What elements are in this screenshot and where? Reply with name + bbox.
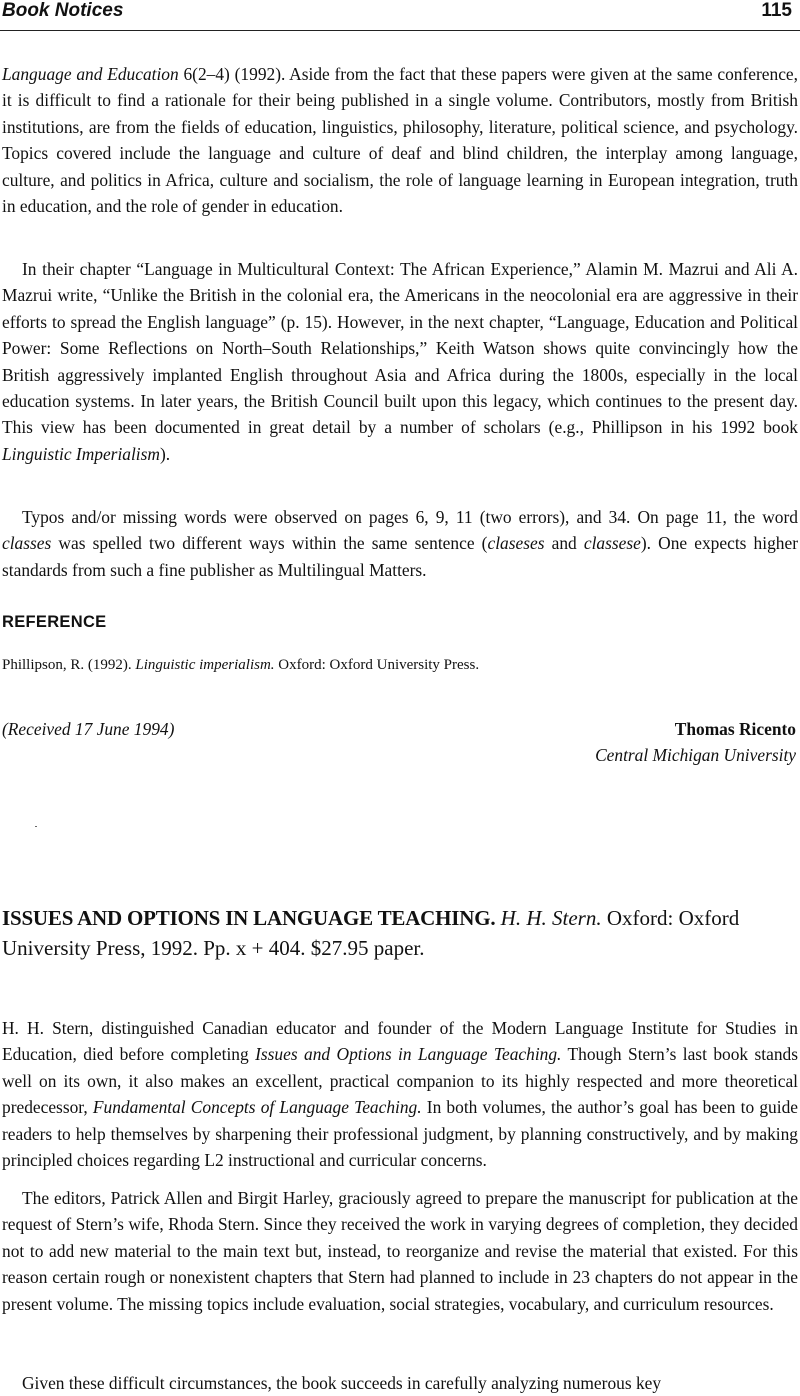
review-paragraph-2 bbox=[2, 256, 798, 467]
book-title: ISSUES AND OPTIONS IN LANGUAGE TEACHING. bbox=[2, 906, 496, 930]
running-head bbox=[0, 0, 800, 24]
notice-paragraph-1 bbox=[2, 1015, 798, 1173]
paragraph-text: Typos and/or missing words were observed on pages 6, 9, 11 (two errors), and 34. On page 11, the word bbox=[22, 507, 798, 527]
italic-book-title: Issues and Options in Language Teaching. bbox=[255, 1044, 562, 1065]
paragraph-text: ). bbox=[159, 443, 171, 464]
paragraph-text: The editors, Patrick Allen and Birgit Harley, graciously agreed to prepare the manuscript for publication at the request of Stern’s wife, Rhoda Stern. Since they received the work in varying degrees of completion, they decided not to add new material to the main text but, instead, to reorganize and revise the material that existed. For this reason certain rough or nonexistent chapters that Stern had planned to include in 23 chapters do not appear in the present volume. The missing topics include evaluation, social strategies, vocabulary, and curriculum resources. bbox=[2, 1188, 798, 1314]
page-number: 115 bbox=[761, 0, 792, 21]
review-paragraph-1 bbox=[2, 61, 798, 219]
reviewer-name: Thomas Ricento bbox=[674, 719, 796, 739]
reference-entry bbox=[2, 657, 479, 674]
italic-word: classes bbox=[2, 533, 52, 554]
paragraph-text: In both volumes, the author’s goal has been to guide readers to help themselves by sharpening their professional judgment, by planning constructively, and by making principled choices regarding L2 instructional and curricular concerns. bbox=[2, 1097, 798, 1171]
paragraph-text: was spelled two different ways within the same sentence ( bbox=[51, 533, 488, 554]
cited-book-title: Linguistic Imperialism bbox=[2, 443, 160, 464]
paragraph-text: and bbox=[544, 533, 584, 554]
book-notice-heading bbox=[2, 903, 798, 963]
print-speck bbox=[35, 826, 37, 827]
reference-title: Linguistic imperialism. bbox=[135, 657, 275, 673]
notice-paragraph-3 bbox=[2, 1370, 798, 1396]
paragraph-text: Given these difficult circumstances, the book succeeds in carefully analyzing numerous key bbox=[22, 1373, 662, 1393]
reviewer-affiliation: Central Michigan University bbox=[595, 745, 796, 765]
paragraph-text: ). One expects higher standards from such a fine publisher as Multilingual Matters. bbox=[2, 533, 798, 580]
journal-title: Language and Education bbox=[2, 64, 179, 84]
section-title: Book Notices bbox=[2, 0, 124, 21]
reference-heading: REFERENCE bbox=[2, 613, 107, 631]
paragraph-text: 6(2–4) (1992). Aside from the fact that these papers were given at the same conference, it is difficult to find a rationale for their being published in a single volume. Contributors, mostly from British institutions, are from the fields of education, linguistics, philosophy, literature, political science, and psychology. Topics covered include the language and culture of deaf and blind children, the interplay among language, culture, and politics in Africa, culture and socialism, the role of language learning in European integration, truth in education, and the role of gender in education. bbox=[2, 64, 798, 217]
reference-publisher: Oxford: Oxford University Press. bbox=[274, 657, 480, 673]
header-rule bbox=[0, 30, 800, 31]
notice-paragraph-2 bbox=[2, 1185, 798, 1317]
received-date: (Received 17 June 1994) bbox=[2, 719, 175, 739]
paragraph-text: H. H. Stern, distinguished Canadian educator and founder of the Modern Language Institute for Studies in Education, died before completing bbox=[2, 1018, 798, 1065]
book-details: Oxford: Oxford University Press, 1992. Pp. x + 404. $27.95 paper. bbox=[2, 906, 740, 960]
paragraph-text: Though Stern’s last book stands well on its own, it also makes an excellent, practical companion to its highly respected and more theoretical predecessor, bbox=[2, 1044, 798, 1118]
paragraph-text: In their chapter “Language in Multicultural Context: The African Experience,” Alamin M. Mazrui and Ali A. Mazrui write, “Unlike the British in the colonial era, the Americans in the neocolonial era are aggressive in their efforts to spread the English language” (p. 15). However, in the next chapter, “Language, Education and Political Power: Some Reflections on North–South Relationships,” Keith Watson shows quite convincingly how the British aggressively implanted English throughout Asia and Africa during the 1800s, especially in the local education systems. In later years, the British Council built upon this legacy, which continues to the present day. This view has been documented in great detail by a number of scholars (e.g., Phillipson in his 1992 book bbox=[2, 259, 798, 438]
italic-word: classese bbox=[583, 533, 641, 554]
review-paragraph-3 bbox=[2, 504, 798, 583]
book-author: H. H. Stern. bbox=[500, 906, 602, 930]
italic-word: claseses bbox=[487, 533, 545, 554]
italic-book-title: Fundamental Concepts of Language Teaching. bbox=[92, 1097, 422, 1118]
reference-author: Phillipson, R. (1992). bbox=[2, 657, 136, 673]
